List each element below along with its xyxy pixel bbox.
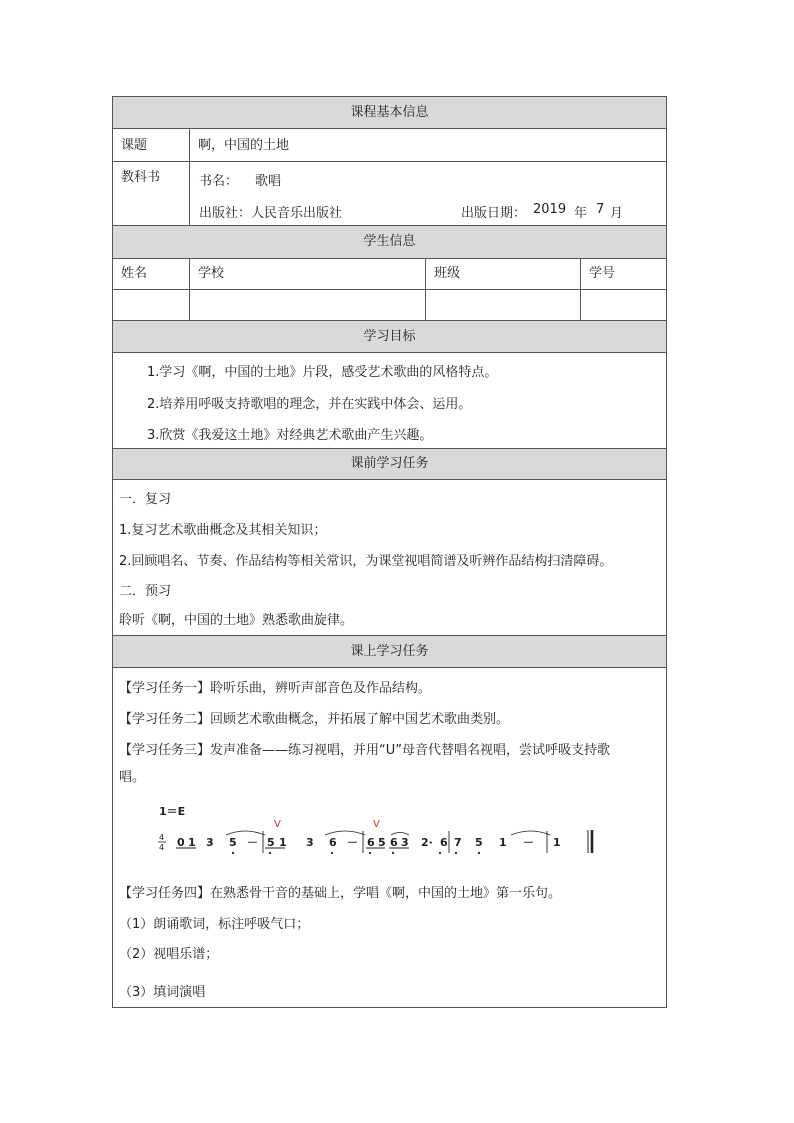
lesson-plan-document bbox=[112, 96, 667, 1008]
score-note: 3 bbox=[306, 836, 314, 849]
score-key: 1＝E bbox=[159, 805, 186, 818]
score-notes bbox=[177, 836, 561, 849]
pre-preview-item: 聆听《啊，中国的土地》熟悉歌曲旋律。 bbox=[119, 613, 354, 628]
pre-review-heading: 一．复习 bbox=[119, 492, 172, 507]
class-tasks-title: 课上学习任务 bbox=[350, 644, 429, 659]
number-label: 学号 bbox=[589, 266, 616, 281]
pre-review-item-1: 1.复习艺术歌曲概念及其相关知识； bbox=[119, 523, 327, 538]
breath-mark-2: V bbox=[373, 819, 380, 830]
score-note: － bbox=[347, 836, 358, 849]
class-task-3-line1: 【学习任务三】发声准备——练习视唱，并用“U”母音代替唱名视唱，尝试呼吸支持歌 bbox=[119, 743, 610, 758]
textbook-label: 教科书 bbox=[121, 170, 161, 185]
score-note: 3 bbox=[401, 836, 409, 849]
student-info-header bbox=[113, 226, 666, 259]
goal-item-2: 2.培养用呼吸支持歌唱的理念，并在实践中体会、运用。 bbox=[147, 397, 472, 412]
class-task-4: 【学习任务四】在熟悉骨干音的基础上，学唱《啊，中国的土地》第一乐句。 bbox=[119, 886, 562, 901]
score-note: 1 bbox=[553, 836, 561, 849]
score-note: 3 bbox=[206, 836, 214, 849]
jianpu-score bbox=[153, 801, 613, 871]
score-note: 6 bbox=[367, 836, 375, 849]
book-name-value: 歌唱 bbox=[255, 174, 282, 189]
pubdate-month-unit: 月 bbox=[610, 206, 624, 221]
student-value-row bbox=[113, 290, 666, 321]
pre-review-item-2: 2.回顾唱名、节奏、作品结构等相关常识，为课堂视唱简谱及听辨作品结构扫清障碍。 bbox=[119, 554, 613, 569]
class-task-4-sub1: （1）朗诵歌词，标注呼吸气口； bbox=[119, 917, 310, 932]
student-info-title: 学生信息 bbox=[363, 234, 416, 249]
school-label: 学校 bbox=[198, 266, 225, 281]
pubdate-year-unit: 年 bbox=[574, 206, 588, 221]
tie-1 bbox=[226, 831, 265, 835]
pre-tasks-header bbox=[113, 449, 666, 480]
class-task-4-sub2: （2）视唱乐谱； bbox=[119, 947, 219, 962]
student-label-row bbox=[113, 259, 666, 290]
score-note: 5 bbox=[475, 836, 483, 849]
score-note: 1 bbox=[188, 836, 196, 849]
topic-row bbox=[113, 129, 666, 162]
publisher-value: 人民音乐出版社 bbox=[251, 206, 343, 221]
pubdate-year: 2019 bbox=[533, 202, 567, 217]
class-label: 班级 bbox=[434, 266, 461, 281]
breath-mark-1: V bbox=[274, 819, 281, 830]
tie-4 bbox=[511, 831, 550, 835]
time-sig-top: 4 bbox=[159, 833, 165, 842]
score-note: 1 bbox=[499, 836, 507, 849]
score-note: 2· bbox=[421, 836, 433, 849]
class-tasks-header bbox=[113, 636, 666, 668]
book-name-label: 书名： bbox=[199, 174, 239, 189]
goal-item-1: 1.学习《啊，中国的土地》片段，感受艺术歌曲的风格特点。 bbox=[147, 365, 498, 380]
class-task-2: 【学习任务二】回顾艺术歌曲概念，并拓展了解中国艺术歌曲类别。 bbox=[119, 712, 510, 727]
topic-label: 课题 bbox=[121, 138, 148, 153]
score-note: 1 bbox=[279, 836, 287, 849]
course-info-header bbox=[113, 97, 666, 129]
goals-body bbox=[113, 353, 666, 449]
score-note: 6 bbox=[329, 836, 337, 849]
class-tasks-body bbox=[113, 668, 666, 1007]
score-note: 6 bbox=[440, 836, 448, 849]
name-label: 姓名 bbox=[121, 266, 148, 281]
score-note: － bbox=[523, 836, 534, 849]
score-note: 0 bbox=[177, 836, 185, 849]
goals-title: 学习目标 bbox=[363, 329, 416, 344]
publisher-label: 出版社： bbox=[199, 206, 252, 221]
course-info-title: 课程基本信息 bbox=[350, 105, 429, 120]
score-note: 7 bbox=[454, 836, 462, 849]
score-note: 5 bbox=[267, 836, 275, 849]
tie-2 bbox=[325, 831, 365, 835]
goal-item-3: 3.欣赏《我爱这土地》对经典艺术歌曲产生兴趣。 bbox=[147, 428, 433, 443]
class-task-1: 【学习任务一】聆听乐曲，辨听声部音色及作品结构。 bbox=[119, 681, 432, 696]
textbook-row bbox=[113, 162, 666, 226]
score-note: 5 bbox=[378, 836, 386, 849]
topic-value: 啊，中国的土地 bbox=[198, 138, 290, 153]
score-note: 6 bbox=[390, 836, 398, 849]
score-note: 5 bbox=[229, 836, 237, 849]
time-sig-bottom: 4 bbox=[159, 843, 165, 852]
pre-tasks-body bbox=[113, 480, 666, 636]
goals-header bbox=[113, 321, 666, 353]
class-task-4-sub3: （3）填词演唱 bbox=[119, 985, 206, 1000]
pre-tasks-title: 课前学习任务 bbox=[350, 456, 429, 471]
score-note: － bbox=[247, 836, 258, 849]
pre-preview-heading: 二．预习 bbox=[119, 584, 172, 599]
pubdate-month: 7 bbox=[596, 202, 605, 217]
class-task-3-line2: 唱。 bbox=[119, 770, 146, 785]
pubdate-label: 出版日期： bbox=[461, 206, 527, 221]
tie-3 bbox=[391, 833, 409, 836]
